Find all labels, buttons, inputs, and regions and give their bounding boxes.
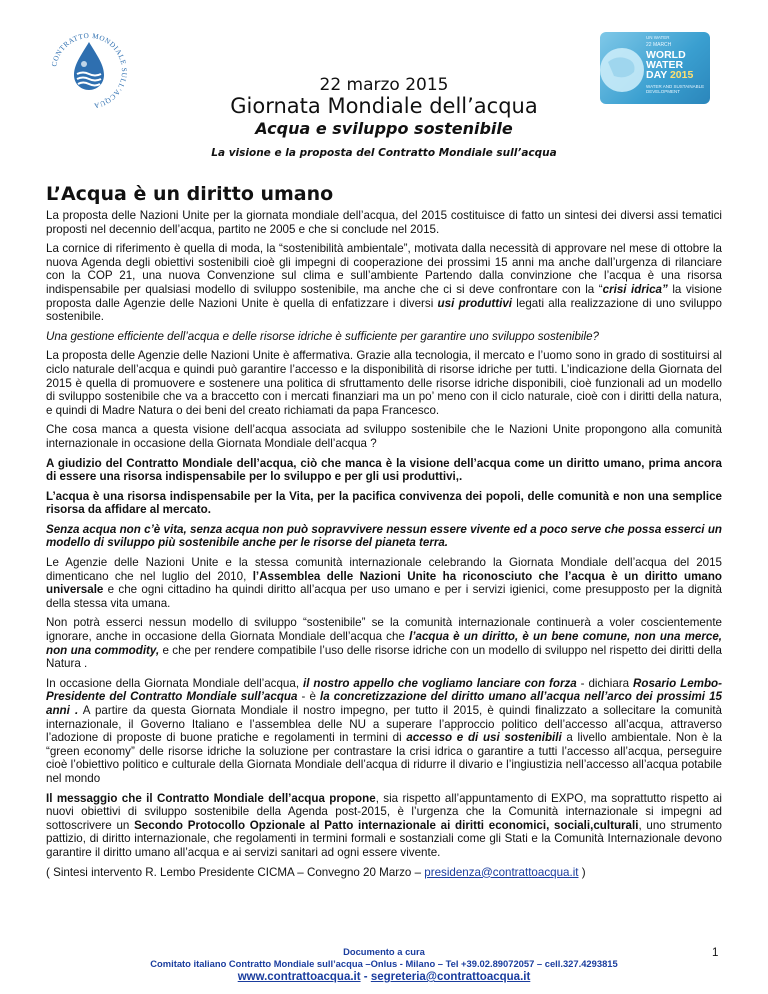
paragraph: A giudizio del Contratto Mondiale dell’acqua, ciò che manca è la visione dell’acqua come un diritto umano, prima ancora di essere una risorsa indispensabile per lo sviluppo e per gli usi produttivi,. [46,456,722,484]
footer-credit: Documento a cura [343,946,425,957]
page-footer [0,946,768,983]
article-body [46,209,722,885]
paragraph: Le Agenzie delle Nazioni Unite e la stessa comunità internazionale celebrando la Giornata Mondiale dell’acqua del 2015 dimenticano che nel luglio del 2010, l’Assemblea delle Nazioni Unite ha riconosciuto che l’acqua è un diritto umano universale e che ogni cittadino ha quindi diritto all’acqua per uso umano e per i servizi igienici, come presupposto per la dignità della stessa vita umana. [46,556,722,610]
document-tagline: La visione e la proposta del Contratto Mondiale sull’acqua [211,147,557,159]
document-date: 22 marzo 2015 [319,75,449,95]
world-water-day-logo: UN WATER 22 MARCH WORLD WATER DAY 2015 WATER AND SUSTAINABLE DEVELOPMENT [600,32,710,104]
footer-contact: Comitato italiano Contratto Mondiale sull’acqua –Onlus - Milano – Tel +39.02.89072057 – cell.327.4293815 [150,958,618,969]
document-title: Giornata Mondiale dell’acqua [230,94,538,118]
paragraph: Non potrà esserci nessun modello di sviluppo “sostenibile” se la comunità internazionale continuerà a voler coscientemente ignorare, anche in occasione della Giornata Mondiale dell’acqua che l’acqua è un diritto, è un bene comune, non una merce, non una commodity, e che per rendere compatibile l’uso delle risorse idriche con un modello di sviluppo nel rispetto dei diritti della Natura . [46,616,723,671]
paragraph: Il messaggio che il Contratto Mondiale dell’acqua propone, sia rispetto all’appuntamento di EXPO, ma soprattutto rispetto ai nuovi obiettivi di sviluppo sostenibile della Agenda post-2015, è l’urgenza che la Comunità internazionale si impegni ad sottoscrivere un Secondo Protocollo Opzionale al Patto internazionale ai diritti economici, sociali,culturali, uno strumento pattizio, di diritto internazionale, che regolamenti in termini formali e sostanziali come gli Stati e la Comunità Internazionale devono garantire il diritto umano all’acqua e ai servizi sanitari ad ogni essere vivente. [46,791,723,859]
paragraph: La cornice di riferimento è quella di moda, la “sostenibilità ambientale”, motivata dalla necessità di approvare nel mese di ottobre la nuova Agenda degli obiettivi sostenibili cioè gli impegni di cooperazione dei prossimi 15 anni ma anche dall’urgenza di rilanciare con la COP 21, una nuova Convenzione sul clima e sull’ambiente Partendo dalla convinzione che l’acqua è una risorsa indispensabile per qualsiasi modello di sviluppo sostenibile, ma anche che ci si deve confrontare con la “crisi idrica” la visione proposta dalle Agenzie delle Nazioni Unite è quella di enfatizzare i diversi usi produttivi legati alla realizzazione di uno sviluppo sostenibile. [46,242,722,324]
segreteria-email-link[interactable]: segreteria@contrattoacqua.it [370,971,531,983]
paragraph: La proposta delle Agenzie delle Nazioni Unite è affermativa. Grazie alla tecnologia, il mercato e l’uomo sono in grado di sostituirsi al ciclo naturale dell’acqua e quindi può garantire l’accesso e la disponibilità di risorse idriche per tutti. L’indicazione della Giornata del 2015 è quella di promuovere e sostenere una politica di sfruttamento delle risorse idriche disponibili, cioè funzionali ad un modello di sviluppo sostenibile che va a braccetto con i mercati finanziari ma un po’ meno con il ciclo naturale, cioè con i diritti della natura, e quindi di Madre Natura o dei beni del creato richiamati da papa Francesco. [46,349,722,417]
paragraph: Che cosa manca a questa visione dell’acqua associata ad sviluppo sostenibile che le Nazioni Unite propongono alla comunità internazionale in occasione della Giornata Mondiale dell’acqua ? [46,423,722,450]
paragraph: La proposta delle Nazioni Unite per la giornata mondiale dell’acqua, del 2015 costituisce di fatto un sintesi dei diversi assi tematici proposti nel decennio dell’acqua, partito ne 2005 e che si conclude nel 2015. [46,209,722,236]
document-subtitle: Acqua e sviluppo sostenibile [255,119,513,138]
section-heading: L’Acqua è un diritto umano [46,183,334,205]
paragraph: Senza acqua non c’è vita, senza acqua non può sopravvivere nessun essere vivente ed a poco serve che possa esserci un modello di sviluppo più sostenibile anche per le risorse del pianeta terra. [46,522,722,550]
paragraph: Una gestione efficiente dell’acqua e delle risorse idriche è sufficiente per garantire uno sviluppo sostenibile? [46,329,599,343]
website-link[interactable]: www.contrattoacqua.it [237,971,361,983]
svg-text:CONTRATTO MONDIALE SULL'ACQUA: CONTRATTO MONDIALE SULL'ACQUA [50,31,129,110]
signature-line: ( Sintesi intervento R. Lembo Presidente CICMA – Convegno 20 Marzo – presidenza@contrattoacqua.it ) [46,865,586,879]
paragraph: In occasione della Giornata Mondiale dell’acqua, il nostro appello che vogliamo lanciare con forza - dichiara Rosario Lembo- Presidente del Contratto Mondiale sull’acqua - è la concretizzazione del diritto umano all’acqua nell’arco dei prossimi 15 anni . A partire da questa Giornata Mondiale il nostro impegno, per tutto il 2015, è quindi finalizzato a sollecitare la comunità internazionale, il Governo Italiano e l’assemblea delle NU a superare l’approccio politico dell’accesso all’acqua, attraverso l’adozione di proposte di buone pratiche e regolamenti in termini di accesso e di usi sostenibili a livello ambientale. Non è la “green economy” delle risorse idriche la soluzione per contrastare la crisi idrica o garantire a tutti l’accesso all’acqua, perseguire cioè l’obiettivo politico e culturale della Giornata Mondiale dell’acqua di ridurre il divario e l’ingiustizia nell’accesso all’acqua potabile nel mondo [46,676,723,785]
presidenza-email-link[interactable]: presidenza@contrattoacqua.it [424,865,579,879]
page-number: 1 [712,947,719,959]
footer-links: www.contrattoacqua.it - segreteria@contrattoacqua.it [237,971,531,983]
paragraph: L’acqua è una risorsa indispensabile per la Vita, per la pacifica convivenza dei popoli, delle comunità e non una semplice risorsa da affidare al mercato. [46,489,722,517]
